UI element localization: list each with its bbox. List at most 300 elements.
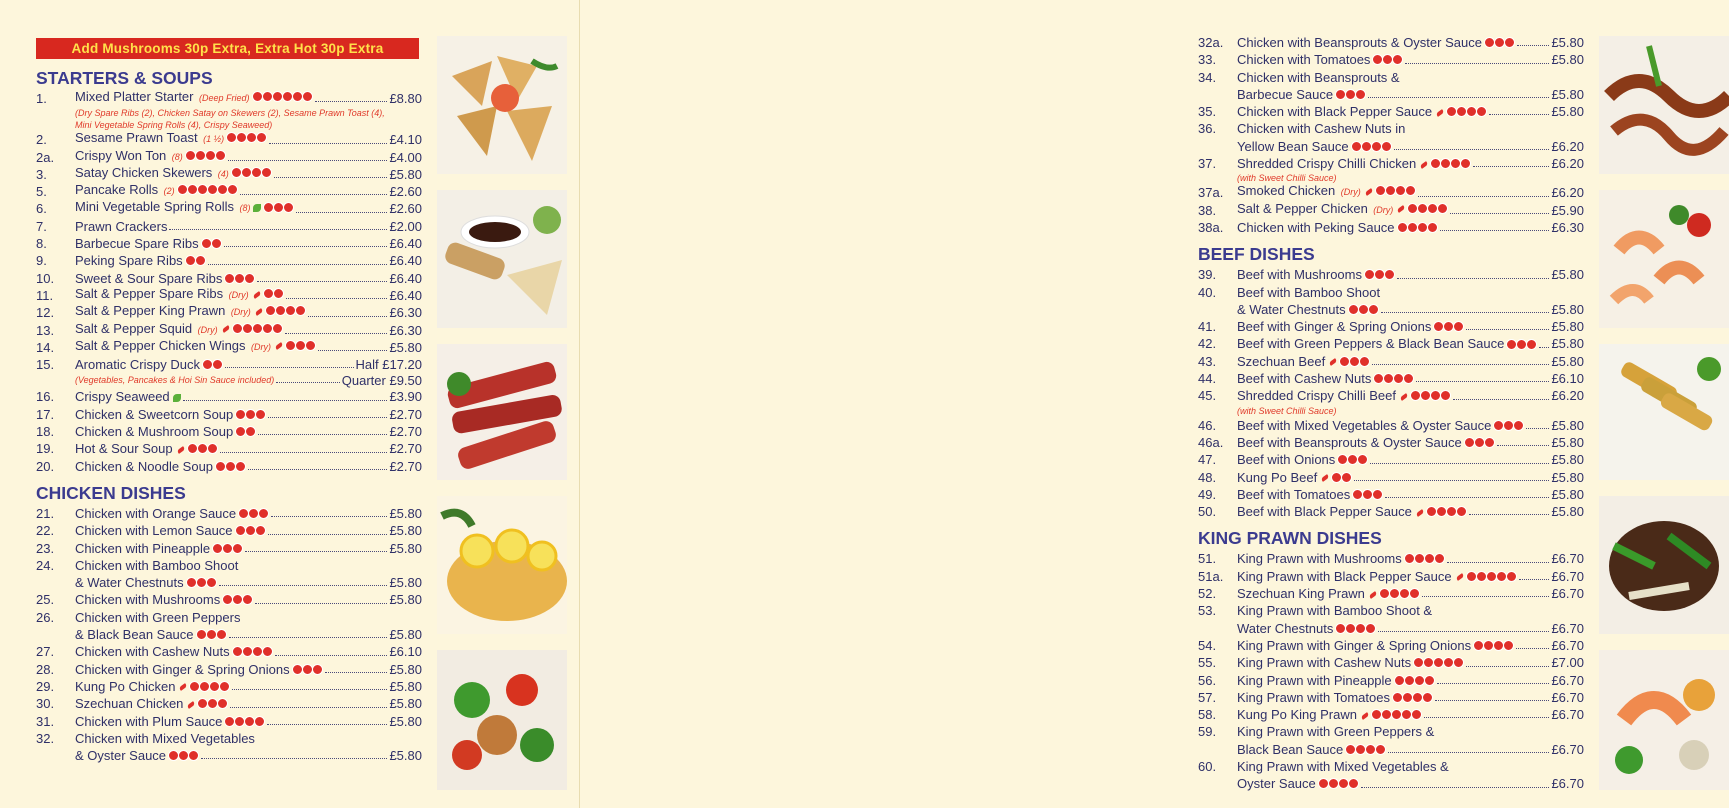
allergen-icon xyxy=(1351,141,1362,152)
menu-item-row xyxy=(1198,486,1584,503)
allergen-icon xyxy=(1434,553,1445,564)
item-number: 7. xyxy=(36,218,47,234)
allergen-badges xyxy=(232,168,272,179)
item-name xyxy=(1237,672,1435,689)
item-name-text: Mini Vegetable Spring Rolls xyxy=(75,199,234,215)
menu-item-row xyxy=(36,90,422,107)
dot-leader xyxy=(255,603,387,604)
chili-hot-icon xyxy=(1321,474,1330,482)
dot-leader xyxy=(1418,196,1550,197)
allergen-icon xyxy=(1392,54,1403,65)
allergen-icon xyxy=(262,646,273,657)
dot-leader xyxy=(268,417,387,418)
allergen-badges xyxy=(1374,374,1414,385)
menu-item-row xyxy=(36,557,422,574)
allergen-icon xyxy=(1466,571,1477,582)
item-tag: (Dry) xyxy=(228,307,251,318)
item-number: 13. xyxy=(36,322,55,338)
menu-item-row xyxy=(36,406,422,423)
item-name-text: Salt & Pepper Chicken xyxy=(1237,200,1368,216)
item-price: £6.10 xyxy=(389,644,422,660)
item-name-text: Salt & Pepper Chicken Wings xyxy=(75,337,246,353)
item-price: £5.80 xyxy=(389,627,422,643)
allergen-badges xyxy=(1349,305,1379,316)
menu-item-row xyxy=(1198,469,1584,486)
menu-item-row-continued xyxy=(36,574,422,591)
menu-item-row xyxy=(1198,370,1584,387)
allergen-icon xyxy=(219,681,230,692)
item-price: £5.80 xyxy=(389,748,422,764)
item-name xyxy=(75,591,253,608)
item-name-text: King Prawn with Mushrooms xyxy=(1237,551,1402,567)
dot-leader xyxy=(208,264,388,265)
item-price: £6.40 xyxy=(389,270,422,286)
allergen-icon xyxy=(1440,390,1451,401)
item-number: 15. xyxy=(36,357,55,373)
item-name xyxy=(75,713,265,730)
item-name xyxy=(1237,335,1537,352)
item-name xyxy=(1237,486,1383,503)
item-price: £4.10 xyxy=(389,132,422,148)
allergen-icon xyxy=(1341,472,1352,483)
item-price: £6.70 xyxy=(1551,741,1584,757)
list-king-prawn xyxy=(1198,550,1584,792)
dot-leader xyxy=(1517,45,1550,46)
item-name-text: Beef with Black Pepper Sauce xyxy=(1237,504,1412,520)
item-price: £6.30 xyxy=(1551,219,1584,235)
item-note: Mini Vegetable Spring Rolls (4), Crispy Seaweed) xyxy=(75,120,273,131)
left-column xyxy=(36,66,422,764)
item-name: Beef with Bamboo Shoot xyxy=(1237,284,1381,300)
menu-item-row xyxy=(36,388,422,405)
allergen-icon xyxy=(232,646,243,657)
item-name-text: Sesame Prawn Toast xyxy=(75,130,198,146)
item-number: 3. xyxy=(36,166,47,182)
dot-leader xyxy=(257,281,387,282)
item-number: 19. xyxy=(36,441,55,457)
dot-leader xyxy=(229,637,388,638)
beef-black-bean-photo xyxy=(1599,496,1729,634)
item-name xyxy=(75,88,313,107)
item-name-text: Salt & Pepper Squid xyxy=(75,320,193,336)
allergen-icon xyxy=(1476,106,1487,117)
chili-hot-icon xyxy=(1364,188,1373,196)
item-tag: (Dry) xyxy=(226,289,249,300)
menu-item-row xyxy=(1198,602,1584,619)
allergen-icon xyxy=(186,577,197,588)
item-name-text: Salt & Pepper King Prawn xyxy=(75,303,226,319)
item-name-continued xyxy=(1237,741,1386,758)
allergen-icon xyxy=(252,91,263,102)
allergen-badges xyxy=(1395,676,1435,687)
item-name xyxy=(1237,266,1395,283)
item-name-continued xyxy=(75,747,199,764)
menu-item-row xyxy=(36,423,422,440)
menu-item-row xyxy=(36,252,422,269)
item-price: £8.80 xyxy=(389,91,422,106)
dot-leader xyxy=(1435,700,1550,701)
menu-item-row-continued xyxy=(36,747,422,764)
menu-item-row xyxy=(1198,758,1584,775)
allergen-icon xyxy=(1460,158,1471,169)
item-price: £5.80 xyxy=(1551,353,1584,369)
item-name-text: Peking Spare Ribs xyxy=(75,253,183,269)
item-number: 38a. xyxy=(1198,219,1224,235)
allergen-badges xyxy=(197,630,227,641)
item-name-text: Beef with Cashew Nuts xyxy=(1237,371,1372,387)
item-name-text: Chicken with Ginger & Spring Onions xyxy=(75,661,290,677)
item-number: 38. xyxy=(1198,202,1217,218)
item-price: £5.80 xyxy=(1551,452,1584,468)
item-number: 40. xyxy=(1198,284,1217,300)
allergen-badges xyxy=(266,306,306,317)
dot-leader xyxy=(1437,683,1550,684)
allergen-icon xyxy=(292,664,303,675)
dot-leader xyxy=(1497,445,1550,446)
item-number: 8. xyxy=(36,236,47,252)
allergen-icon xyxy=(1348,778,1359,789)
allergen-badges xyxy=(1398,223,1438,234)
item-number: 37a. xyxy=(1198,185,1224,201)
item-price: £5.80 xyxy=(1551,417,1584,433)
allergen-badges xyxy=(1485,38,1515,49)
item-number: 9. xyxy=(36,253,47,269)
item-price: £5.80 xyxy=(1551,336,1584,352)
allergen-badges xyxy=(186,256,206,267)
item-name-text: Chicken & Mushroom Soup xyxy=(75,424,234,440)
item-name: Chicken with Bamboo Shoot xyxy=(75,557,239,573)
item-number: 46a. xyxy=(1198,434,1224,450)
allergen-icon xyxy=(1397,222,1408,233)
allergen-badges xyxy=(1336,624,1376,635)
menu-item-row xyxy=(1198,434,1584,451)
allergen-badges xyxy=(236,526,266,537)
item-name xyxy=(75,643,273,660)
item-name-continued xyxy=(75,626,227,643)
item-price: £6.10 xyxy=(1551,371,1584,387)
item-name-text: Beef with Tomatoes xyxy=(1237,486,1351,502)
allergen-icon xyxy=(1355,89,1366,100)
allergen-badges xyxy=(198,699,228,710)
allergen-badges xyxy=(1427,507,1467,518)
item-price: £5.80 xyxy=(1551,267,1584,283)
allergen-badges xyxy=(188,444,218,455)
item-price: £2.00 xyxy=(389,218,422,234)
menu-item-row xyxy=(36,713,422,730)
item-number: 47. xyxy=(1198,452,1217,468)
menu-item-row xyxy=(1198,69,1584,86)
dot-leader xyxy=(230,707,387,708)
allergen-icon xyxy=(283,202,294,213)
allergen-badges xyxy=(1507,340,1537,351)
allergen-badges xyxy=(1465,438,1495,449)
dot-leader xyxy=(1473,166,1549,167)
spring-roll-platter-photo xyxy=(437,190,567,328)
item-name: King Prawn with Bamboo Shoot & xyxy=(1237,603,1433,619)
allergen-badges xyxy=(236,410,266,421)
item-name-text: Crispy Seaweed xyxy=(75,389,170,405)
item-number: 60. xyxy=(1198,758,1217,774)
item-name-continued xyxy=(1237,620,1376,637)
item-name xyxy=(75,218,167,235)
allergen-badges xyxy=(1319,779,1359,790)
allergen-icon xyxy=(1476,571,1487,582)
allergen-icon xyxy=(211,238,222,249)
allergen-icon xyxy=(1437,203,1448,214)
dot-leader xyxy=(248,469,387,470)
dot-leader xyxy=(268,534,388,535)
item-name-continued xyxy=(1237,86,1366,103)
allergen-badges xyxy=(1405,554,1445,565)
item-number: 36. xyxy=(1198,121,1217,137)
allergen-icon xyxy=(292,91,303,102)
dot-leader xyxy=(1368,97,1549,98)
item-name xyxy=(1237,550,1445,567)
dot-leader xyxy=(245,551,387,552)
allergen-icon xyxy=(1371,141,1382,152)
item-price: £5.80 xyxy=(1551,52,1584,68)
menu-item-row xyxy=(36,235,422,252)
allergen-icon xyxy=(242,323,253,334)
allergen-icon xyxy=(207,443,218,454)
item-number: 46. xyxy=(1198,417,1217,433)
item-name xyxy=(75,356,223,373)
item-name-text: Chicken with Tomatoes xyxy=(1237,52,1371,68)
dot-leader xyxy=(308,316,388,317)
item-name-text: Smoked Chicken xyxy=(1237,183,1336,199)
item-number: 52. xyxy=(1198,586,1217,602)
item-note: (Vegetables, Pancakes & Hoi Sin Sauce included) xyxy=(75,375,275,386)
allergen-icon xyxy=(187,184,198,195)
allergen-badges xyxy=(1393,693,1433,704)
satay-skewers-photo xyxy=(1599,344,1729,480)
item-name xyxy=(75,388,181,405)
menu-item-row xyxy=(1198,120,1584,137)
menu-item-row xyxy=(36,730,422,747)
item-price: £7.00 xyxy=(1551,655,1584,671)
item-name xyxy=(75,661,323,678)
item-name-cont-text: & Water Chestnuts xyxy=(75,575,184,591)
allergen-badges xyxy=(1411,391,1451,402)
allergen-badges xyxy=(1467,572,1517,583)
item-number: 17. xyxy=(36,406,55,422)
item-number: 32a. xyxy=(1198,35,1224,50)
allergen-icon xyxy=(254,716,265,727)
item-number: 28. xyxy=(36,661,55,677)
menu-item-row-continued xyxy=(1198,301,1584,318)
item-name-text: King Prawn with Ginger & Spring Onions xyxy=(1237,637,1472,653)
dot-leader xyxy=(1394,149,1550,150)
allergen-icon xyxy=(1372,489,1383,500)
allergen-icon xyxy=(197,443,208,454)
item-name-cont-text: Oyster Sauce xyxy=(1237,776,1316,792)
item-tag: (Deep Fried) xyxy=(196,93,250,103)
allergen-badges xyxy=(1414,658,1464,669)
dot-leader xyxy=(1516,648,1549,649)
item-name xyxy=(75,522,266,539)
allergen-badges xyxy=(227,133,267,144)
allergen-icon xyxy=(1348,304,1359,315)
item-name-text: King Prawn with Cashew Nuts xyxy=(1237,655,1412,671)
item-number: 6. xyxy=(36,201,47,217)
item-name-text: Chicken with Cashew Nuts xyxy=(75,644,230,660)
allergen-badges xyxy=(1340,357,1370,368)
dot-leader xyxy=(1388,752,1549,753)
dot-leader xyxy=(1539,347,1549,348)
item-name-text: Beef with Mushrooms xyxy=(1237,267,1362,283)
item-number: 43. xyxy=(1198,353,1217,369)
item-price: £3.90 xyxy=(389,389,422,405)
item-name xyxy=(75,423,256,440)
dot-leader xyxy=(318,350,387,351)
allergen-badges xyxy=(1380,589,1420,600)
dot-leader xyxy=(1469,514,1550,515)
item-number: 22. xyxy=(36,523,55,539)
dot-leader xyxy=(1354,480,1549,481)
menu-item-row xyxy=(36,522,422,539)
item-price: £5.80 xyxy=(1551,104,1584,120)
dot-leader xyxy=(276,382,339,383)
dot-leader xyxy=(1422,596,1550,597)
dot-leader xyxy=(1397,278,1549,279)
dot-leader xyxy=(1416,381,1549,382)
salt-pepper-prawn-photo xyxy=(1599,190,1729,328)
item-name xyxy=(1237,155,1471,172)
list-beef xyxy=(1198,266,1584,520)
item-number: 23. xyxy=(36,540,55,556)
allergen-badges xyxy=(264,289,284,300)
allergen-icon xyxy=(1503,640,1514,651)
allergen-badges xyxy=(233,324,283,335)
dot-leader xyxy=(1378,631,1549,632)
item-tag: (1 ½) xyxy=(200,134,225,145)
item-number: 12. xyxy=(36,305,55,321)
allergen-icon xyxy=(252,323,263,334)
chili-hot-icon xyxy=(187,701,196,709)
item-note: (Dry Spare Ribs (2), Chicken Satay on Skewers (2), Sesame Prawn Toast (4), xyxy=(75,108,385,119)
item-price: £5.80 xyxy=(389,166,422,182)
menu-item-row xyxy=(36,591,422,608)
allergen-badges xyxy=(239,509,269,520)
item-price: £5.80 xyxy=(389,678,422,694)
item-name-text: King Prawn with Tomatoes xyxy=(1237,689,1390,705)
item-number: 32. xyxy=(36,730,55,746)
item-name xyxy=(1237,637,1514,654)
allergen-icon xyxy=(215,150,226,161)
section-title-king-prawn: KING PRAWN DISHES xyxy=(1198,528,1382,549)
item-number: 11. xyxy=(36,287,54,303)
allergen-icon xyxy=(197,184,208,195)
allergen-icon xyxy=(242,594,253,605)
allergen-icon xyxy=(1359,356,1370,367)
allergen-icon xyxy=(273,288,284,299)
allergen-icon xyxy=(1357,454,1368,465)
left-panel xyxy=(0,0,578,808)
allergen-icon xyxy=(245,525,256,536)
item-number: 56. xyxy=(1198,672,1217,688)
item-name-text: Chicken with Plum Sauce xyxy=(75,713,223,729)
allergen-badges xyxy=(169,751,199,762)
menu-item-row xyxy=(36,505,422,522)
menu-item-row xyxy=(36,678,422,695)
item-name: King Prawn with Mixed Vegetables & xyxy=(1237,758,1449,774)
allergen-icon xyxy=(1513,420,1524,431)
item-price: £5.80 xyxy=(389,713,422,729)
item-tag: (Dry) xyxy=(248,341,272,352)
item-name xyxy=(1237,503,1467,520)
dot-leader xyxy=(183,400,388,401)
allergen-icon xyxy=(212,359,223,370)
item-name-continued xyxy=(75,574,217,591)
chilli-beef-photo xyxy=(1599,36,1729,174)
dot-leader xyxy=(1453,399,1549,400)
item-name-cont-text: Barbecue Sauce xyxy=(1237,86,1334,102)
item-number: 51a. xyxy=(1198,568,1224,584)
item-name: Chicken with Beansprouts & xyxy=(1237,69,1400,85)
allergen-icon xyxy=(1368,304,1379,315)
item-price: £6.20 xyxy=(1551,388,1584,404)
lemon-chicken-photo xyxy=(437,496,567,634)
item-tag: (Dry) xyxy=(1338,187,1361,198)
item-name-text: Chicken with Orange Sauce xyxy=(75,505,237,521)
allergen-badges xyxy=(1447,107,1487,118)
item-number: 30. xyxy=(36,696,55,712)
dot-leader xyxy=(325,672,388,673)
item-price: £4.00 xyxy=(389,149,422,165)
dot-leader xyxy=(1361,787,1550,788)
item-name-text: Pancake Rolls xyxy=(75,182,159,198)
dot-leader xyxy=(271,516,387,517)
allergen-icon xyxy=(312,664,323,675)
item-name xyxy=(75,458,246,475)
allergen-icon xyxy=(1496,571,1507,582)
dot-leader xyxy=(228,160,388,161)
item-tag: (2) xyxy=(161,186,175,197)
allergen-icon xyxy=(232,543,243,554)
item-note: (with Sweet Chilli Sauce) xyxy=(1237,405,1337,416)
allergen-badges xyxy=(223,595,253,606)
item-price: £5.80 xyxy=(389,505,422,521)
menu-item-row-continued xyxy=(36,626,422,643)
dot-leader xyxy=(1450,213,1549,214)
extras-banner: Add Mushrooms 30p Extra, Extra Hot 30p Extra xyxy=(36,38,419,59)
allergen-icon xyxy=(1407,222,1418,233)
right-panel xyxy=(579,0,1584,808)
item-number: 29. xyxy=(36,678,55,694)
allergen-badges xyxy=(225,274,255,285)
allergen-icon xyxy=(207,184,218,195)
item-name xyxy=(75,252,206,269)
item-name-text: Chicken with Pineapple xyxy=(75,540,211,556)
allergen-badges xyxy=(187,578,217,589)
allergen-badges xyxy=(293,665,323,676)
menu-item-row xyxy=(1198,318,1584,335)
item-price: £6.20 xyxy=(1551,185,1584,201)
menu-item-row xyxy=(36,458,422,475)
menu-item-row xyxy=(1198,387,1584,404)
item-name-text: Beef with Mixed Vegetables & Oyster Sauce xyxy=(1237,417,1492,433)
item-price: £5.80 xyxy=(389,696,422,712)
allergen-badges xyxy=(264,203,294,214)
item-price: £6.30 xyxy=(389,305,422,321)
item-price: £6.30 xyxy=(389,322,422,338)
item-number: 1. xyxy=(36,91,47,106)
item-price: £6.70 xyxy=(1551,620,1584,636)
item-price: £5.80 xyxy=(1551,486,1584,502)
section-title-chicken: CHICKEN DISHES xyxy=(36,482,186,503)
allergen-icon xyxy=(302,664,313,675)
item-price: £2.70 xyxy=(389,458,422,474)
